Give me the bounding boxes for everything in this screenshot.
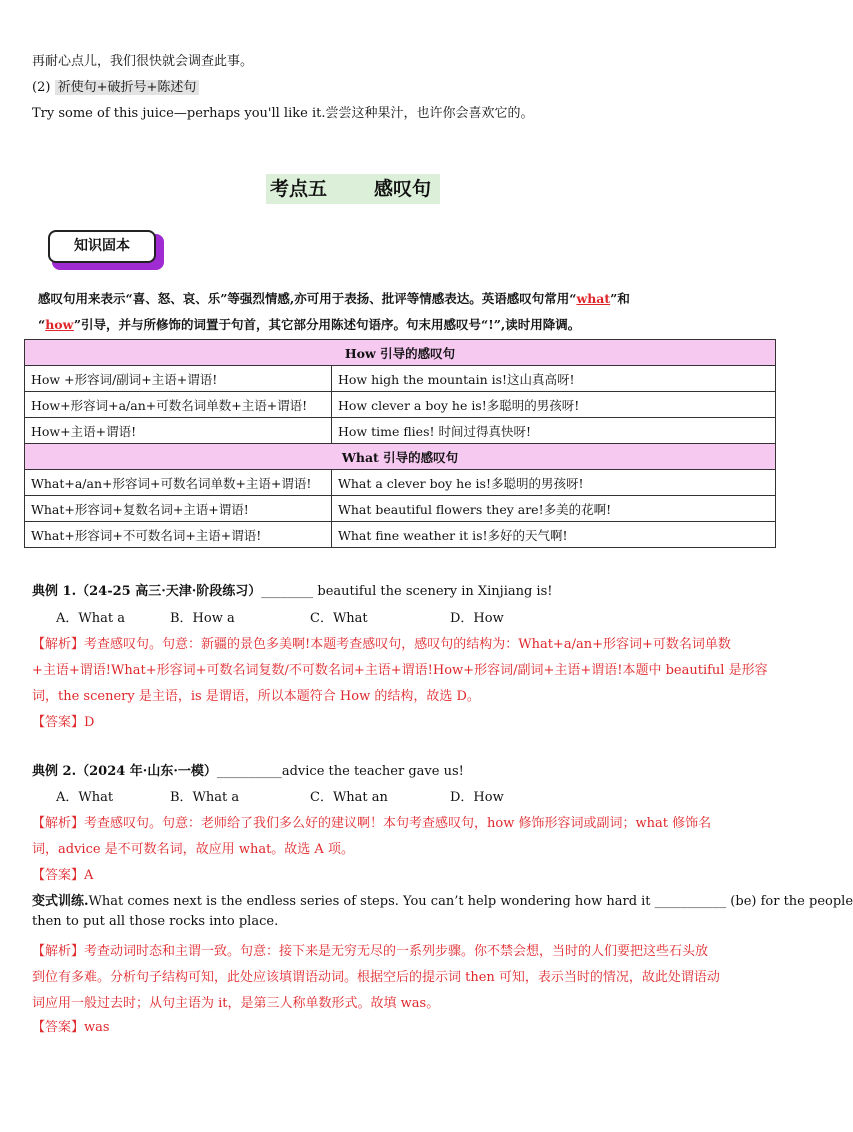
answer-blank: ________ [261,584,314,599]
intro-text: ”和 [610,291,630,306]
table-row [25,392,776,418]
example-2-answer: 【答案】A [32,868,94,883]
variant-analysis-line: 【解析】考查动词时态和主谓一致。句意：接下来是无穷无尽的一系列步骤。你不禁会想，当时的人们要把这些石头放 [32,944,709,959]
variant-question-line-1 [32,890,853,909]
example-1-question [32,580,552,599]
pattern-cell: What+形容词+复数名词+主语+谓语! [25,496,332,522]
question-text: (be) for the people [726,894,853,909]
example-cell: How high the mountain is!这山真高呀! [332,366,776,392]
example-1-option-d: D．How [450,611,504,626]
keyword-how: how [45,317,74,332]
variant-analysis-line: 词应用一般过去时；从句主语为 it，是第三人称单数形式。故填 was。 [32,996,440,1011]
example-1-option-c: C．What [310,611,368,626]
pattern-cell: What+a/an+形容词+可数名词单数+主语+谓语! [25,470,332,496]
example-1-analysis-line: 词，the scenery 是主语，is 是谓语，所以本题符合 How 的结构，故选 D。 [32,689,480,704]
example-2-option-d: D．How [450,790,504,805]
exclamatory-table [24,339,776,548]
answer-blank: ___________ [654,894,727,909]
example-1-option-b: B．How a [170,611,235,626]
item-2-line [32,76,199,95]
example-1-label: 典例 1.（24-25 高三·天津·阶段练习） [32,584,262,599]
example-2-label: 典例 2.（2024 年·山东·一模） [32,764,217,779]
example-1-analysis-line: 【解析】考查感叹句。句意：新疆的景色多美啊!本题考查感叹句，感叹句的结构为：What+a/an+形容词+可数名词单数 [32,637,731,652]
keyword-what: what [576,291,611,306]
table-row [25,522,776,548]
table-header-row [25,340,776,366]
section-title-text: 感叹句 [374,178,432,200]
question-text: advice the teacher gave us! [281,764,464,779]
example-2-analysis-line: 词，advice 是不可数名词，故应用 what。故选 A 项。 [32,842,354,857]
example-2-option-a: A．What [56,790,114,805]
section-title-number: 考点五 [270,178,328,200]
intro-text: ”引导，并与所修饰的词置于句首，其它部分用陈述句语序。句末用感叹号“!”,读时用降调。 [73,317,581,332]
example-1-analysis-line: +主语+谓语!What+形容词+可数名词复数/不可数名词+主语+谓语!How+形容词/副词+主语+谓语!本题中 beautiful 是形容 [32,663,768,678]
table-row [25,470,776,496]
pattern-cell: What+形容词+不可数名词+主语+谓语! [25,522,332,548]
example-sentence: Try some of this juice—perhaps you'll like it.尝尝这种果汁，也许你会喜欢它的。 [32,106,534,121]
intro-line-2 [38,315,580,333]
variant-label: 变式训练. [32,894,89,909]
example-cell: What fine weather it is!多好的天气啊! [332,522,776,548]
pattern-cell: How+主语+谓语! [25,418,332,444]
pattern-cell: How+形容词+a/an+可数名词单数+主语+谓语! [25,392,332,418]
example-1-answer: 【答案】D [32,715,95,730]
intro-text: “ [38,317,46,332]
pattern-cell: How +形容词/副词+主语+谓语! [25,366,332,392]
example-2-option-c: C．What an [310,790,388,805]
variant-question-line-2: then to put all those rocks into place. [32,914,279,929]
intro-text: 感叹句用来表示“喜、怒、哀、乐”等强烈情感,亦可用于表扬、批评等情感表达。英语感叹句常用“ [38,291,577,306]
table-header-row [25,444,776,470]
item-2-number: (2) [32,80,51,95]
example-2-option-b: B．What a [170,790,240,805]
example-1-option-a: A．What a [56,611,125,626]
section-title [266,174,440,204]
example-cell: How clever a boy he is!多聪明的男孩呀! [332,392,776,418]
question-text: beautiful the scenery in Xinjiang is! [313,584,553,599]
item-2-label: 祈使句+破折号+陈述句 [55,80,200,95]
table-row [25,496,776,522]
variant-answer: 【答案】was [32,1020,110,1035]
how-section-header: How 引导的感叹句 [25,340,776,366]
continued-text-line: 再耐心点儿，我们很快就会调查此事。 [32,54,254,69]
table-row [25,366,776,392]
knowledge-badge: 知识固本 [48,230,156,263]
example-cell: How time flies! 时间过得真快呀! [332,418,776,444]
answer-blank: __________ [216,764,282,779]
what-section-header: What 引导的感叹句 [25,444,776,470]
question-text: What comes next is the endless series of steps. You can’t help wondering how hard it [88,894,655,909]
example-cell: What beautiful flowers they are!多美的花啊! [332,496,776,522]
example-2-question [32,760,464,779]
example-2-analysis-line: 【解析】考查感叹句。句意：老师给了我们多么好的建议啊！本句考查感叹句，how 修饰形容词或副词；what 修饰名 [32,816,712,831]
variant-analysis-line: 到位有多难。分析句子结构可知，此处应该填谓语动词。根据空后的提示词 then 可知，表示当时的情况，故此处谓语动 [32,970,720,985]
intro-line-1 [38,289,630,307]
example-cell: What a clever boy he is!多聪明的男孩呀! [332,470,776,496]
table-row [25,418,776,444]
